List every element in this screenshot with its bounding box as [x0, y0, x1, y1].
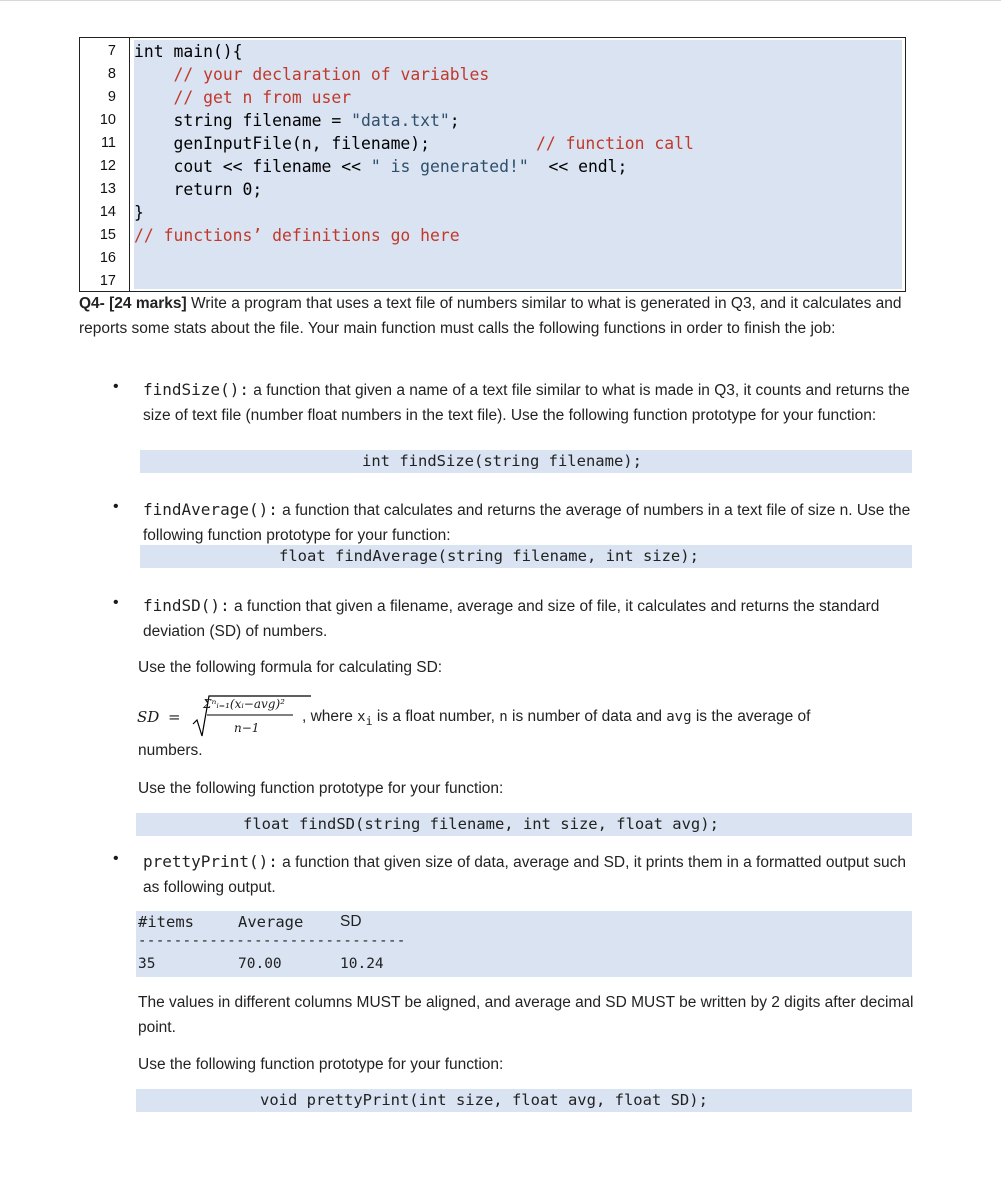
code-line — [134, 63, 902, 86]
findsd-prototype: float findSD(string filename, int size, float avg); — [136, 813, 912, 836]
output-items: 35 — [138, 956, 156, 972]
findsd-proto-intro: Use the following function prototype for your function: — [138, 780, 504, 797]
formula-tail: numbers. — [138, 742, 203, 759]
code-comment: // functions’ definitions go here — [134, 226, 460, 245]
code-line — [134, 270, 902, 293]
code-line — [134, 109, 902, 132]
prettyprint-desc: a function that given size of data, average and SD, it prints them in a formatted output such as following output. — [143, 854, 906, 896]
line-number: 12 — [99, 158, 116, 174]
output-header-sd: SD — [340, 913, 362, 930]
findaverage-description — [143, 497, 913, 548]
findaverage-prototype: float findAverage(string filename, int size); — [140, 545, 912, 568]
findsd-name: findSD(): — [143, 596, 230, 615]
code-text: genInputFile(n, filename); — [134, 134, 431, 153]
output-header-items: #items — [138, 913, 194, 931]
output-divider: ------------------------------ — [138, 933, 406, 949]
where-avg: avg — [666, 709, 692, 725]
output-average: 70.00 — [238, 956, 282, 972]
line-number-gutter — [80, 38, 130, 291]
code-comment: // your declaration of variables — [173, 65, 490, 84]
line-number: 16 — [99, 250, 116, 266]
xi-symbol: x — [357, 709, 366, 725]
findsize-description — [143, 377, 913, 428]
prettyprint-name: prettyPrint(): — [143, 852, 278, 871]
code-text — [134, 65, 173, 84]
code-listing — [79, 37, 906, 292]
where-xi — [357, 709, 373, 728]
findsd-formula-intro: Use the following formula for calculating SD: — [138, 659, 443, 676]
formula-where-text — [302, 708, 810, 728]
output-header-average: Average — [238, 913, 304, 931]
code-text — [134, 88, 173, 107]
bullet-prettyprint: • — [113, 850, 119, 867]
code-area — [134, 40, 902, 289]
line-number: 17 — [99, 273, 116, 289]
findsize-name: findSize(): — [143, 380, 249, 399]
bullet-findsize: • — [113, 378, 119, 395]
code-line — [134, 40, 902, 63]
code-text-after: ; — [449, 111, 460, 130]
prettyprint-prototype: void prettyPrint(int size, float avg, float SD); — [136, 1089, 912, 1112]
sample-output — [136, 911, 912, 977]
line-number: 11 — [100, 135, 116, 151]
findaverage-name: findAverage(): — [143, 500, 278, 519]
code-line — [134, 132, 902, 155]
code-comment: // function call — [536, 134, 694, 153]
line-number: 7 — [107, 43, 116, 59]
q4-intro-text: Write a program that uses a text file of numbers similar to what is generated in Q3, and it calculates and reports some stats about the file. Your main function must calls the following functions in order to finish the job: — [79, 295, 902, 337]
prettyprint-proto-intro: Use the following function prototype for your function: — [138, 1056, 504, 1073]
code-comment: // get n from user — [173, 88, 352, 107]
prettyprint-description — [143, 849, 913, 900]
code-line — [134, 155, 902, 178]
code-text: int main(){ — [134, 42, 243, 61]
output-sd: 10.24 — [340, 956, 384, 972]
line-number: 9 — [107, 89, 116, 105]
where-n: n — [499, 709, 508, 725]
q4-intro — [79, 291, 919, 341]
xi-subscript: i — [365, 713, 373, 728]
line-number: 10 — [99, 112, 116, 128]
bullet-findsd: • — [113, 594, 119, 611]
line-number: 8 — [107, 66, 116, 82]
findaverage-desc: a function that calculates and returns the average of numbers in a text file of size n. Use the following function prototype for your function: — [143, 502, 911, 544]
code-line — [134, 178, 902, 201]
code-line — [134, 201, 902, 224]
code-text: return 0; — [134, 180, 263, 199]
code-line — [134, 224, 902, 247]
formula-equals: = — [168, 708, 181, 726]
findsize-desc: a function that given a name of a text file similar to what is made in Q3, it counts and returns the size of text file (number float numbers in the text file). Use the following function prototype for your function: — [143, 382, 910, 424]
findsd-desc: a function that given a filename, average and size of file, it calculates and returns the standard deviation (SD) of numbers. — [143, 598, 880, 640]
where-1: , where — [302, 708, 358, 725]
prettyprint-note: The values in different columns MUST be aligned, and average and SD MUST be written by 2 digits after decimal point. — [138, 994, 914, 1036]
where-4: is the average of — [691, 708, 811, 725]
sd-formula — [137, 694, 317, 742]
code-text: cout << filename << — [134, 157, 371, 176]
code-string-literal: " is generated!" — [370, 157, 529, 176]
findsd-description — [143, 593, 913, 644]
findsize-prototype: int findSize(string filename); — [140, 450, 912, 473]
line-number: 14 — [99, 204, 116, 220]
where-3: is number of data and — [507, 708, 667, 725]
q4-label: Q4- [24 marks] — [79, 295, 187, 312]
bullet-findaverage: • — [113, 498, 119, 515]
code-text: string filename = — [134, 111, 352, 130]
code-string-literal: "data.txt" — [351, 111, 450, 130]
formula-numerator: Σⁿᵢ₌₁(xᵢ−avg)² — [203, 697, 285, 711]
code-line — [134, 247, 902, 270]
code-text: } — [134, 203, 144, 222]
line-number: 13 — [99, 181, 116, 197]
top-border — [0, 0, 1001, 1]
code-text-after: << endl; — [528, 157, 628, 176]
formula-lhs: SD — [137, 708, 160, 726]
formula-denominator: n−1 — [234, 721, 260, 735]
code-line — [134, 86, 902, 109]
where-2: is a float number, — [372, 708, 500, 725]
line-number: 15 — [99, 227, 116, 243]
